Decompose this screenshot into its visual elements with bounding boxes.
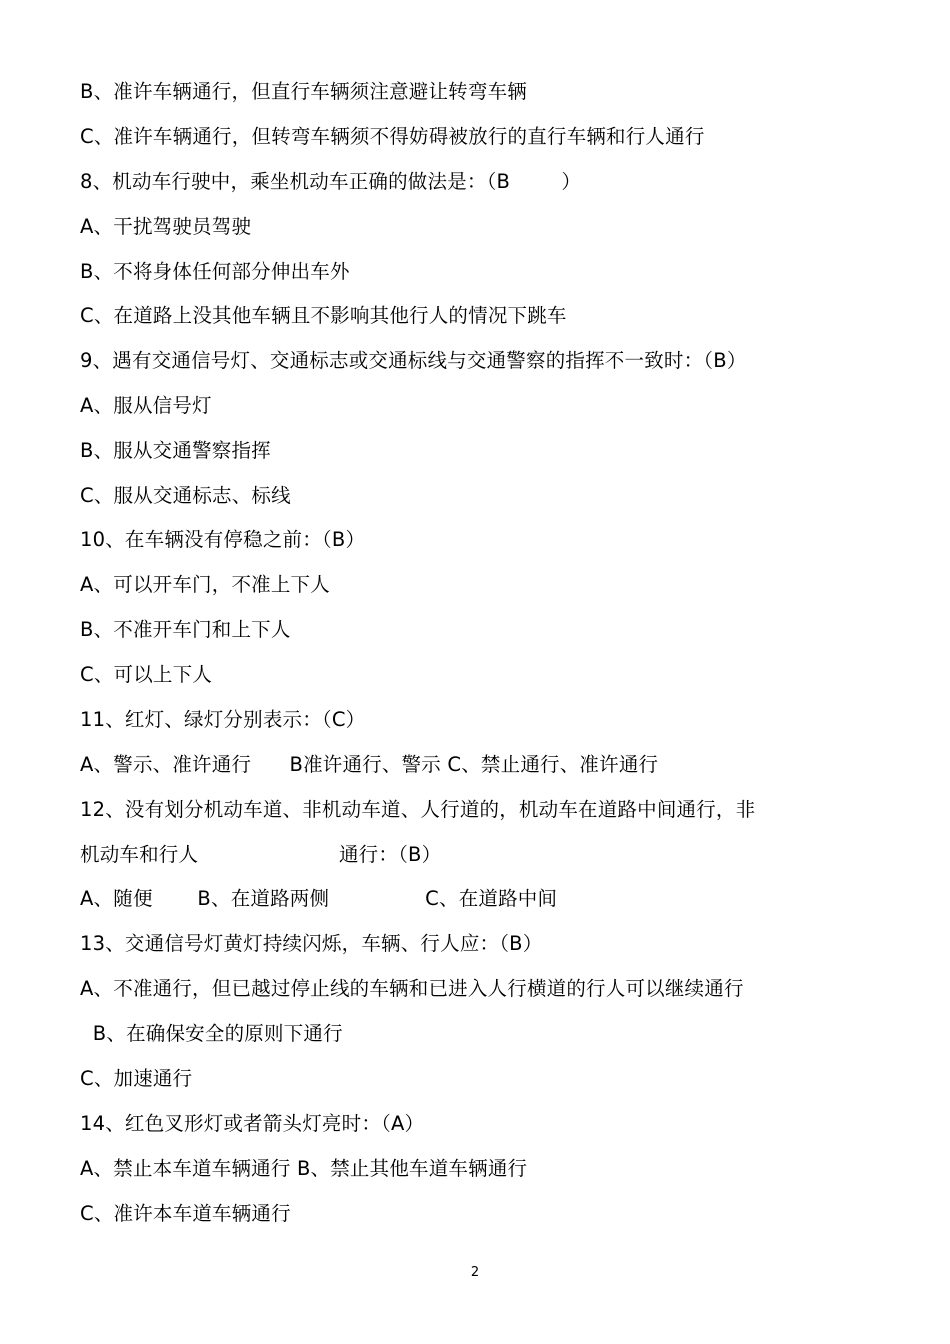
option-line: A、警示、准许通行 B准许通行、警示 C、禁止通行、准许通行 (80, 753, 659, 776)
option-line: B、在确保安全的原则下通行 (80, 1022, 343, 1045)
page-number: 2 (470, 1265, 480, 1280)
text-line: B、准许车辆通行，但直行车辆须注意避让转弯车辆 (80, 80, 527, 103)
option-line: A、干扰驾驶员驾驶 (80, 215, 252, 238)
option-line: C、在道路上没其他车辆且不影响其他行人的情况下跳车 (80, 304, 567, 327)
option-line: C、准许本车道车辆通行 (80, 1202, 291, 1225)
option-line: C、可以上下人 (80, 663, 213, 686)
option-line: C、加速通行 (80, 1067, 193, 1090)
option-line: A、可以开车门，不准上下人 (80, 573, 330, 596)
question-line-continued: 机动车和行人 通行：（B） (80, 843, 442, 866)
question-line: 9、遇有交通信号灯、交通标志或交通标线与交通警察的指挥不一致时：（B） (80, 349, 747, 372)
option-line: B、不准开车门和上下人 (80, 618, 291, 641)
question-line: 13、交通信号灯黄灯持续闪烁，车辆、行人应：（B） (80, 932, 543, 955)
option-line: C、服从交通标志、标线 (80, 484, 291, 507)
question-line: 14、红色叉形灯或者箭头灯亮时：（A） (80, 1112, 425, 1135)
option-line: B、服从交通警察指挥 (80, 439, 271, 462)
question-line: 11、红灯、绿灯分别表示：（C） (80, 708, 366, 731)
text-line: C、准许车辆通行，但转弯车辆须不得妨碍被放行的直行车辆和行人通行 (80, 125, 705, 148)
option-line: B、不将身体任何部分伸出车外 (80, 260, 350, 283)
option-line: A、禁止本车道车辆通行 B、禁止其他车道车辆通行 (80, 1157, 528, 1180)
question-line: 8、机动车行驶中，乘坐机动车正确的做法是：（B ） (80, 170, 582, 193)
question-line: 12、没有划分机动车道、非机动车道、人行道的，机动车在道路中间通行，非 (80, 798, 756, 821)
option-line: A、不准通行，但已越过停止线的车辆和已进入人行横道的行人可以继续通行 (80, 977, 744, 1000)
option-line: A、随便 B、在道路两侧 C、在道路中间 (80, 887, 558, 910)
question-line: 10、在车辆没有停稳之前：（B） (80, 528, 366, 551)
option-line: A、服从信号灯 (80, 394, 212, 417)
